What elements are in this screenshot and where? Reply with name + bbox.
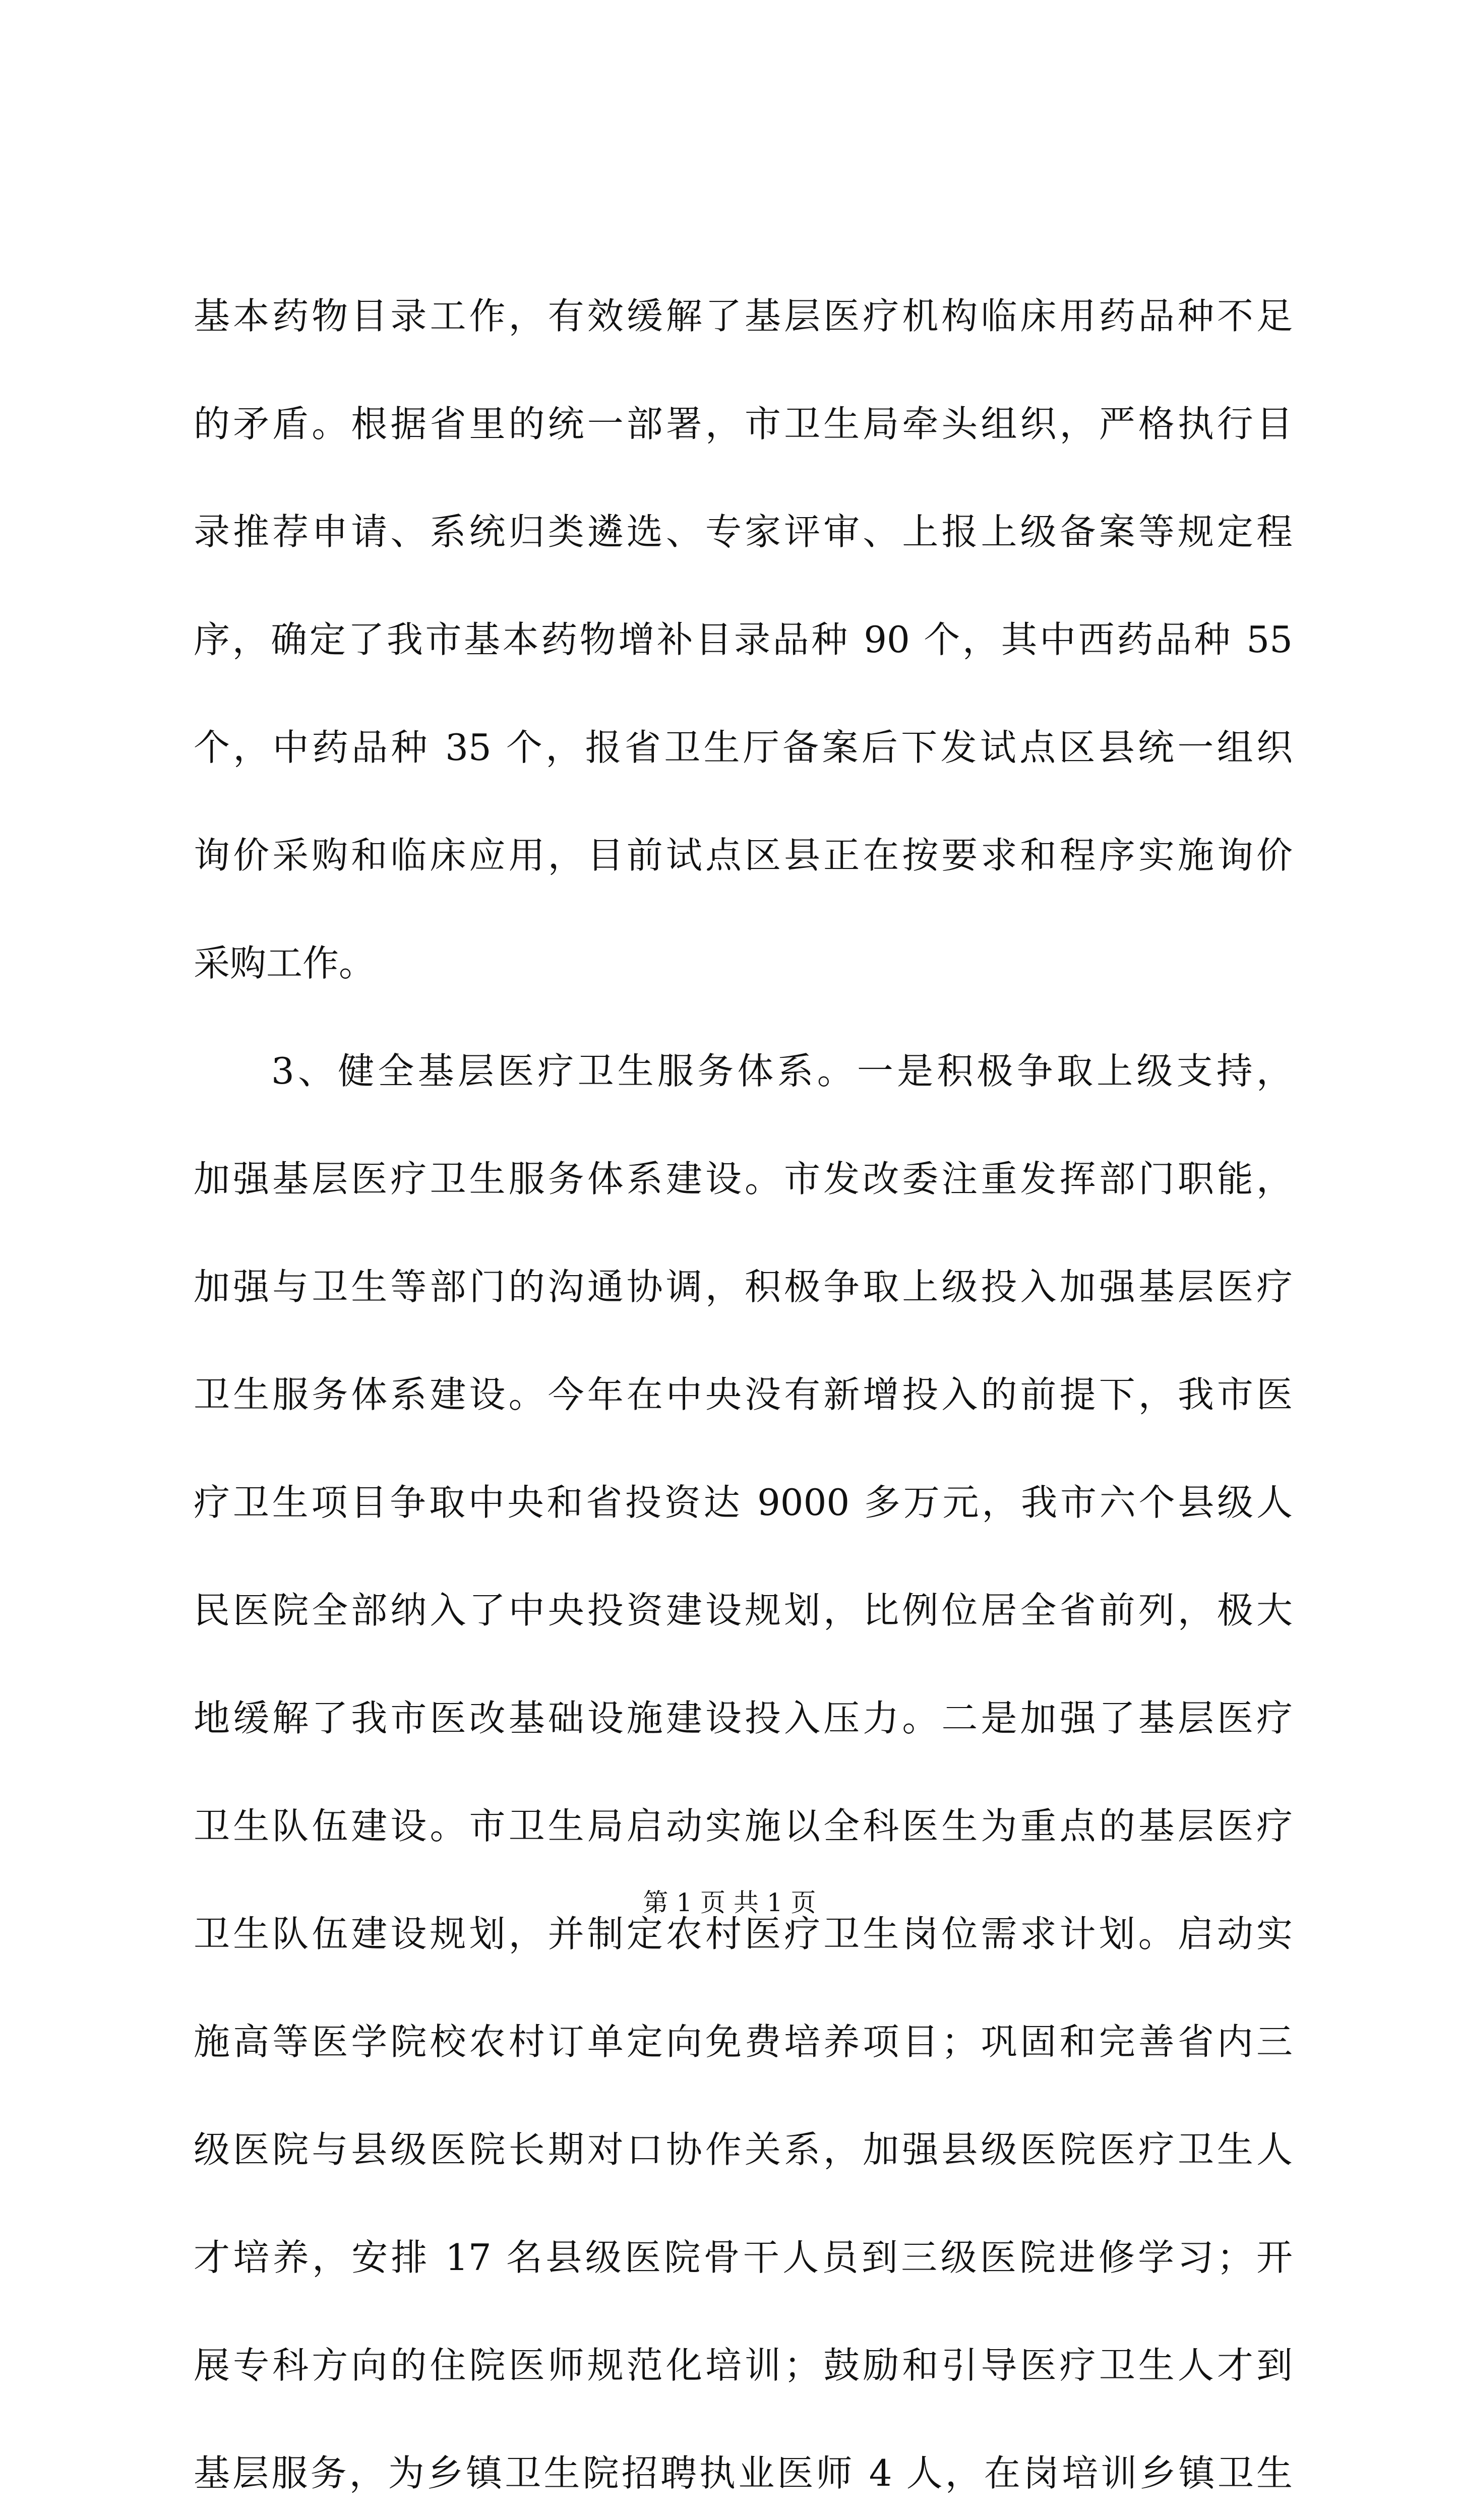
- text-line: 加强基层医疗卫生服务体系建设。市发改委注重发挥部门职能，: [194, 1158, 1293, 1200]
- page-number: 第 1 页 共 1 页: [643, 1888, 816, 1917]
- text-line: 个，中药品种 35 个，报省卫生厅备案后下发试点区县统一组织: [194, 726, 1293, 769]
- text-line: 采购工作。: [194, 942, 376, 984]
- text-line: 询价采购和临床应用，目前试点区县正在按要求和程序实施询价: [194, 834, 1293, 876]
- text-line: 序，确定了我市基本药物增补目录品种 90 个，其中西药品种 55: [194, 618, 1293, 661]
- text-line: 级医院与县级医院长期对口协作关系，加强县级医院医疗卫生人: [194, 2128, 1293, 2171]
- text-line: 3、健全基层医疗卫生服务体系。一是积极争取上级支持，: [271, 1050, 1293, 1092]
- body-text: [194, 262, 1293, 2520]
- text-line: 卫生队伍建设规划，并制定农村医疗卫生岗位需求计划。启动实: [194, 1913, 1293, 1955]
- page-footer: [0, 1885, 1459, 1920]
- text-line: 展专科方向的住院医师规范化培训；鼓励和引导医疗卫生人才到: [194, 2344, 1293, 2386]
- text-line: 基层服务，为乡镇卫生院招聘执业医师 4 人，在岗培训乡镇卫生: [194, 2452, 1293, 2494]
- text-line: 施高等医学院校农村订单定向免费培养项目；巩固和完善省内三: [194, 2021, 1293, 2063]
- text-line: 录推荐申请、系统归类遴选、专家评审、上报上级备案等规定程: [194, 511, 1293, 553]
- text-line: 卫生服务体系建设。今年在中央没有新增投入的前提下，我市医: [194, 1373, 1293, 1416]
- text-line: 才培养，安排 17 名县级医院骨干人员到三级医院进修学习；开: [194, 2236, 1293, 2279]
- text-line: 加强与卫生等部门的沟通协调，积极争取上级投入加强基层医疗: [194, 1266, 1293, 1308]
- text-line: 地缓解了我市医改基础设施建设投入压力。二是加强了基层医疗: [194, 1697, 1293, 1739]
- text-line: 疗卫生项目争取中央和省投资达 9000 多万元，我市六个县级人: [194, 1481, 1293, 1524]
- text-line: 卫生队伍建设。市卫生局启动实施以全科医生为重点的基层医疗: [194, 1805, 1293, 1847]
- text-line: 基本药物目录工作，有效缓解了基层医疗机构临床用药品种不足: [194, 295, 1293, 337]
- text-line: 民医院全部纳入了中央投资建设规划，比例位居全省前列，极大: [194, 1589, 1293, 1631]
- text-line: 的矛盾。根据省里的统一部署，市卫生局牵头组织，严格执行目: [194, 403, 1293, 445]
